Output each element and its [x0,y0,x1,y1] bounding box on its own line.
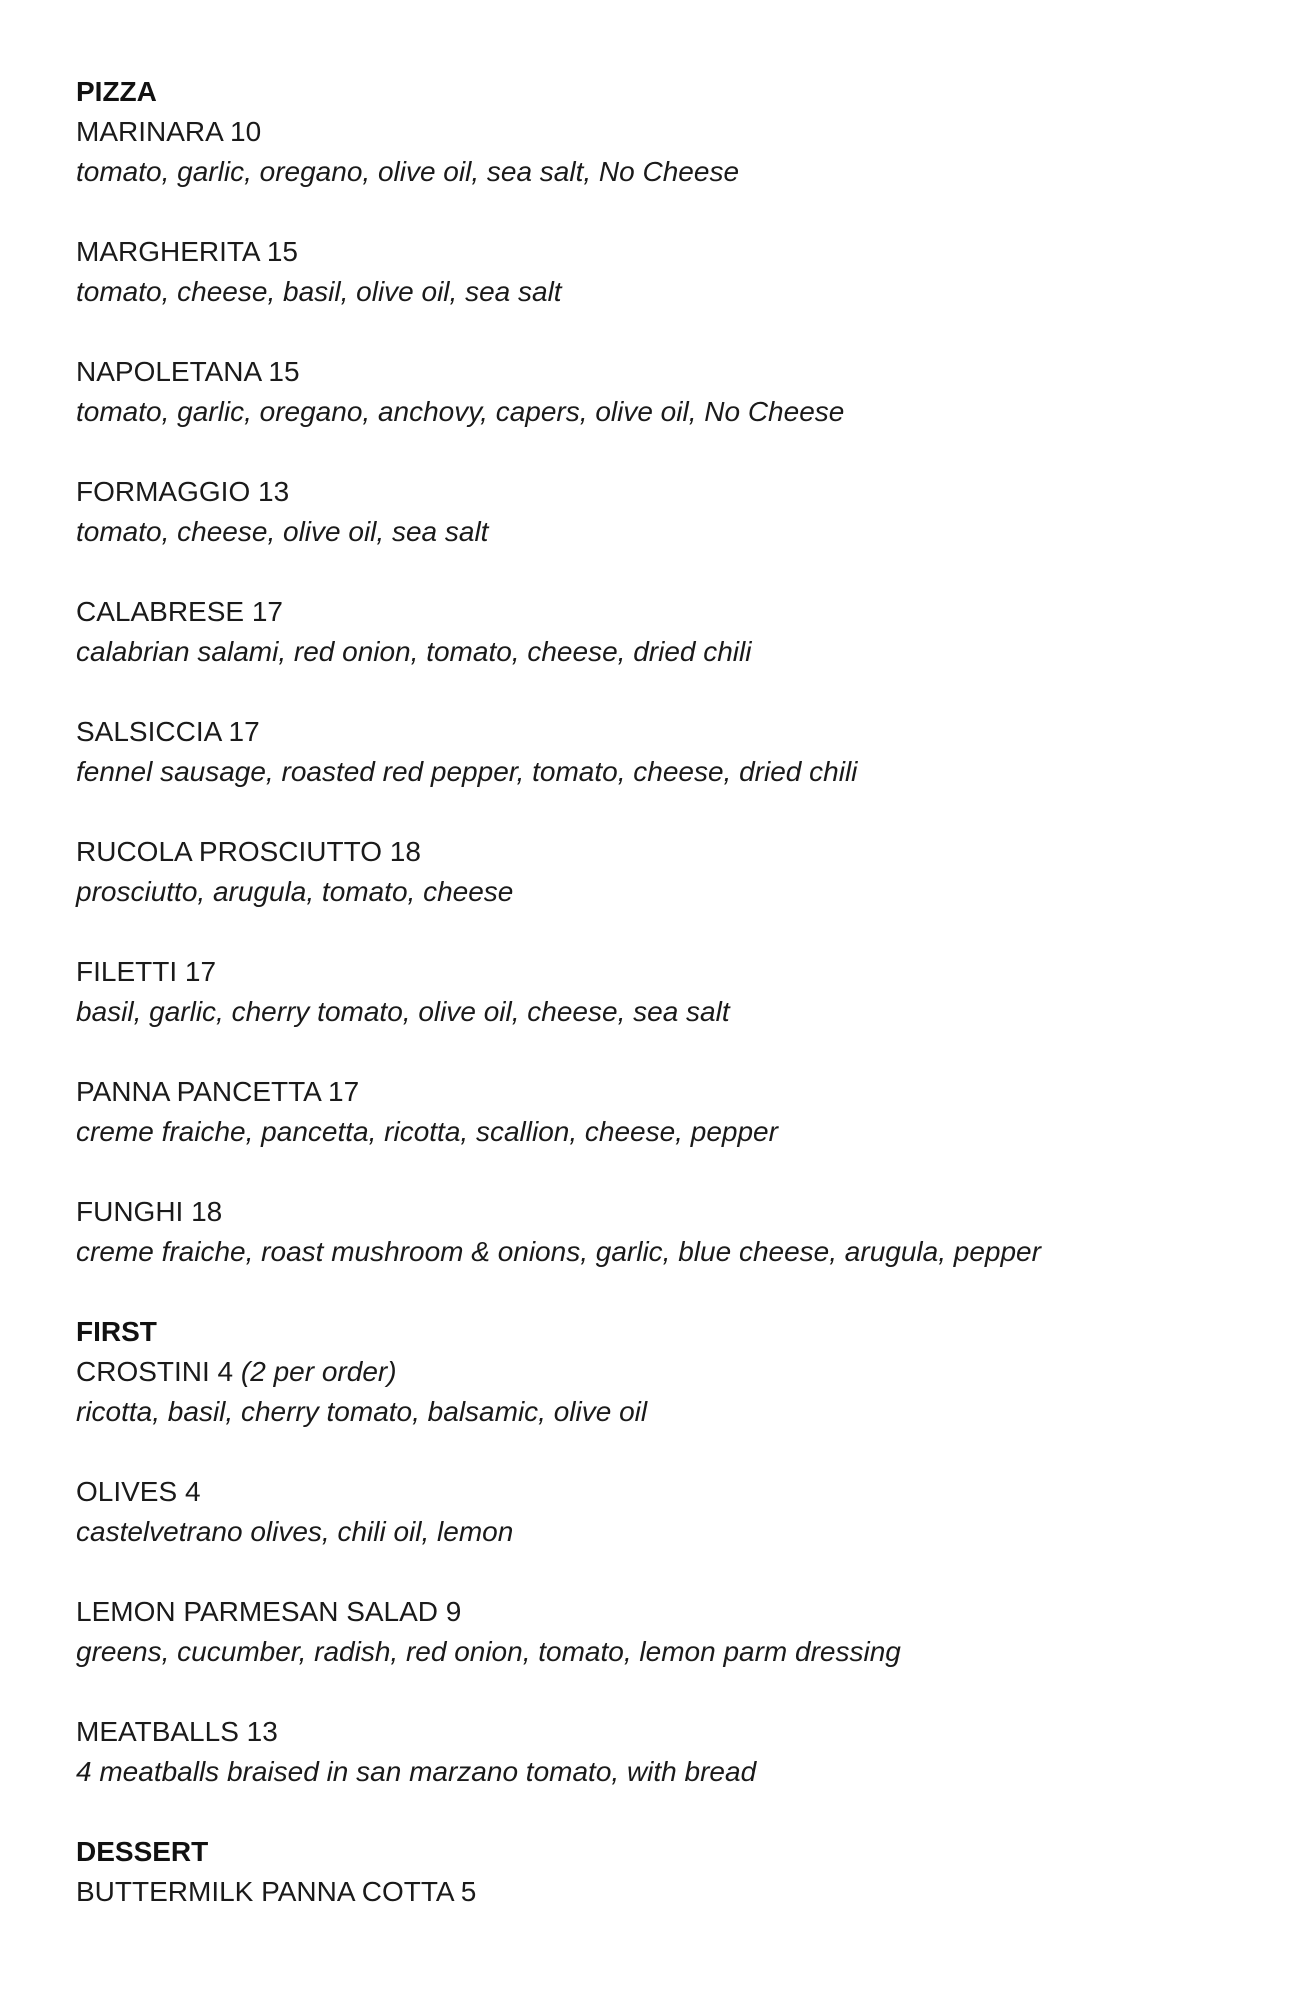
item-name: LEMON PARMESAN SALAD 9 [76,1596,462,1627]
item-name [76,1352,1256,1392]
item-description: calabrian salami, red onion, tomato, cheese, dried chili [76,636,752,667]
item-description: tomato, cheese, basil, olive oil, sea salt [76,276,562,307]
item-name: RUCOLA PROSCIUTTO 18 [76,836,421,867]
item-name-text: CROSTINI 4 [76,1356,234,1387]
item-name: FILETTI 17 [76,956,217,987]
item-description: basil, garlic, cherry tomato, olive oil, cheese, sea salt [76,996,730,1027]
menu-item [76,352,1256,432]
menu-item [76,1592,1256,1672]
item-description: 4 meatballs braised in san marzano tomato, with bread [76,1756,757,1787]
section-title-first: FIRST [76,1316,157,1347]
menu-item [76,1072,1256,1152]
item-note: (2 per order) [240,1356,397,1387]
item-name: FORMAGGIO 13 [76,476,290,507]
menu-item [76,232,1256,312]
item-name: CALABRESE 17 [76,596,283,627]
item-name: NAPOLETANA 15 [76,356,300,387]
item-description: ricotta, basil, cherry tomato, balsamic, olive oil [76,1396,648,1427]
item-description: castelvetrano olives, chili oil, lemon [76,1516,514,1547]
section-title-dessert: DESSERT [76,1836,209,1867]
item-description: fennel sausage, roasted red pepper, tomato, cheese, dried chili [76,756,858,787]
menu-item [76,1472,1256,1552]
menu-item [76,472,1256,552]
item-name: FUNGHI 18 [76,1196,223,1227]
menu-item [76,592,1256,672]
menu-item [76,712,1256,792]
section-title-pizza: PIZZA [76,76,157,107]
item-name: MARGHERITA 15 [76,236,298,267]
menu-item [76,952,1256,1032]
menu-item [76,112,1256,192]
item-description: prosciutto, arugula, tomato, cheese [76,876,514,907]
item-description: tomato, garlic, oregano, anchovy, capers, olive oil, No Cheese [76,396,845,427]
item-description: tomato, garlic, oregano, olive oil, sea salt, No Cheese [76,156,740,187]
menu-item [76,1192,1256,1272]
item-name: PANNA PANCETTA 17 [76,1076,360,1107]
item-name: OLIVES 4 [76,1476,201,1507]
item-description: greens, cucumber, radish, red onion, tomato, lemon parm dressing [76,1636,901,1667]
menu-item [76,1712,1256,1792]
item-name: SALSICCIA 17 [76,716,260,747]
item-name: BUTTERMILK PANNA COTTA 5 [76,1876,477,1907]
menu-item [76,1352,1256,1432]
item-description: creme fraiche, roast mushroom & onions, garlic, blue cheese, arugula, pepper [76,1236,1041,1267]
item-description: tomato, cheese, olive oil, sea salt [76,516,489,547]
item-description: creme fraiche, pancetta, ricotta, scallion, cheese, pepper [76,1116,778,1147]
menu-document [76,72,1256,1912]
menu-item [76,832,1256,912]
item-name: MARINARA 10 [76,116,262,147]
item-name: MEATBALLS 13 [76,1716,278,1747]
menu-item [76,1872,1256,1912]
